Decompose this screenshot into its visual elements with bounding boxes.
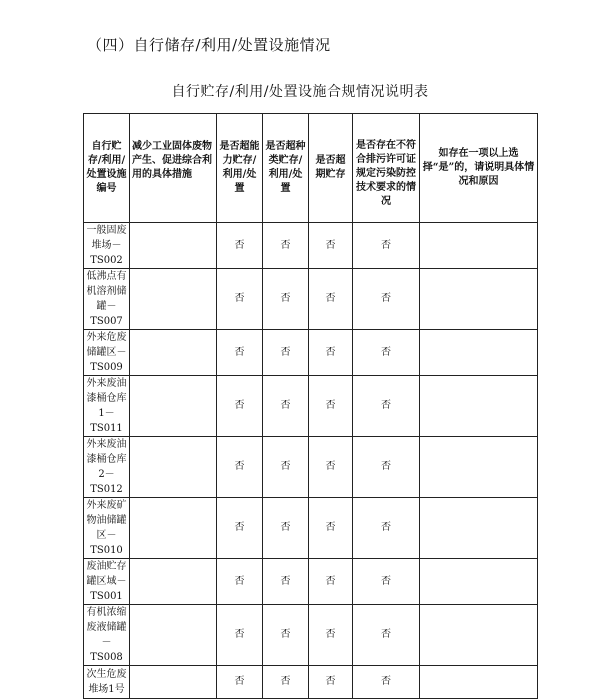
measures-cell [130, 376, 217, 437]
measures-cell [130, 223, 217, 269]
explanation-cell [420, 498, 538, 559]
column-header-over-type: 是否超种类贮存/利用/处置 [263, 114, 309, 223]
column-header-explanation: 如存在一项以上选择“是”的，请说明具体情况和原因 [420, 114, 538, 223]
facility-id-cell: 次生危废堆场1号 [84, 666, 130, 699]
over-type-cell: 否 [263, 666, 309, 699]
over-capacity-cell: 否 [217, 666, 263, 699]
table-row [84, 498, 538, 559]
over-period-cell: 否 [309, 376, 353, 437]
non-compliant-cell: 否 [353, 605, 420, 666]
explanation-cell [420, 605, 538, 666]
facility-id-cell: 外来危废储罐区－TS009 [84, 330, 130, 376]
non-compliant-cell: 否 [353, 330, 420, 376]
over-period-cell: 否 [309, 223, 353, 269]
table-row [84, 330, 538, 376]
over-capacity-cell: 否 [217, 223, 263, 269]
explanation-cell [420, 330, 538, 376]
non-compliant-cell: 否 [353, 559, 420, 605]
over-capacity-cell: 否 [217, 498, 263, 559]
table-row [84, 559, 538, 605]
explanation-cell [420, 269, 538, 330]
measures-cell [130, 559, 217, 605]
over-type-cell: 否 [263, 605, 309, 666]
section-heading: （四）自行储存/利用/处置设施情况 [87, 36, 331, 54]
facility-id-cell: 废油贮存罐区域－TS001 [84, 559, 130, 605]
over-capacity-cell: 否 [217, 605, 263, 666]
non-compliant-cell: 否 [353, 376, 420, 437]
over-type-cell: 否 [263, 269, 309, 330]
table-row [84, 437, 538, 498]
measures-cell [130, 330, 217, 376]
measures-cell [130, 605, 217, 666]
explanation-cell [420, 223, 538, 269]
measures-cell [130, 666, 217, 699]
non-compliant-cell: 否 [353, 666, 420, 699]
table-row [84, 269, 538, 330]
over-period-cell: 否 [309, 269, 353, 330]
table-body [84, 223, 538, 699]
over-type-cell: 否 [263, 330, 309, 376]
table-header-row [84, 114, 538, 223]
non-compliant-cell: 否 [353, 498, 420, 559]
over-capacity-cell: 否 [217, 269, 263, 330]
over-period-cell: 否 [309, 605, 353, 666]
explanation-cell [420, 559, 538, 605]
facility-id-cell: 外来废矿物油储罐区－TS010 [84, 498, 130, 559]
non-compliant-cell: 否 [353, 223, 420, 269]
over-type-cell: 否 [263, 223, 309, 269]
over-period-cell: 否 [309, 666, 353, 699]
facility-id-cell: 低沸点有机溶剂储罐－TS007 [84, 269, 130, 330]
column-header-over-capacity: 是否超能力贮存/利用/处置 [217, 114, 263, 223]
over-capacity-cell: 否 [217, 559, 263, 605]
over-period-cell: 否 [309, 437, 353, 498]
non-compliant-cell: 否 [353, 269, 420, 330]
table-row [84, 666, 538, 699]
non-compliant-cell: 否 [353, 437, 420, 498]
over-type-cell: 否 [263, 559, 309, 605]
over-type-cell: 否 [263, 376, 309, 437]
over-period-cell: 否 [309, 498, 353, 559]
table-title: 自行贮存/利用/处置设施合规情况说明表 [171, 84, 429, 100]
facility-id-cell: 有机浓缩废液储罐－TS008 [84, 605, 130, 666]
over-type-cell: 否 [263, 498, 309, 559]
compliance-table [83, 113, 538, 699]
facility-id-cell: 一般固废堆场－TS002 [84, 223, 130, 269]
facility-id-cell: 外来废油漆桶仓库2－TS012 [84, 437, 130, 498]
column-header-measures: 减少工业固体废物产生、促进综合利用的具体措施 [130, 114, 217, 223]
over-type-cell: 否 [263, 437, 309, 498]
explanation-cell [420, 437, 538, 498]
over-period-cell: 否 [309, 330, 353, 376]
over-period-cell: 否 [309, 559, 353, 605]
measures-cell [130, 269, 217, 330]
explanation-cell [420, 666, 538, 699]
table-row [84, 605, 538, 666]
measures-cell [130, 498, 217, 559]
table-row [84, 223, 538, 269]
over-capacity-cell: 否 [217, 376, 263, 437]
table-row [84, 376, 538, 437]
measures-cell [130, 437, 217, 498]
over-capacity-cell: 否 [217, 330, 263, 376]
column-header-over-period: 是否超期贮存 [309, 114, 353, 223]
column-header-facility-id: 自行贮存/利用/处置设施编号 [84, 114, 130, 223]
explanation-cell [420, 376, 538, 437]
column-header-non-compliant: 是否存在不符合排污许可证规定污染防控技术要求的情况 [353, 114, 420, 223]
facility-id-cell: 外来废油漆桶仓库1－TS011 [84, 376, 130, 437]
over-capacity-cell: 否 [217, 437, 263, 498]
